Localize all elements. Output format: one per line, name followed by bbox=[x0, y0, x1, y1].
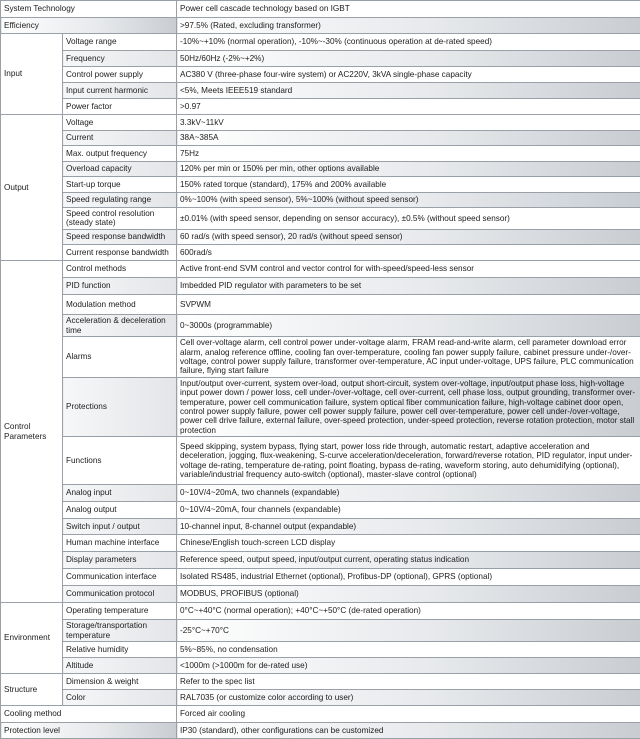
control-row bbox=[1, 535, 640, 552]
input-param-label: Input current harmonic bbox=[63, 83, 177, 99]
control-param-label: Analog input bbox=[63, 485, 177, 502]
output-param-label: Start-up torque bbox=[63, 177, 177, 193]
control-param-value: Active front-end SVM control and vector control for with-speed/speed-less sensor bbox=[177, 260, 640, 277]
control-row bbox=[1, 315, 640, 337]
control-row bbox=[1, 337, 640, 378]
protection-level-row bbox=[1, 722, 640, 739]
control-param-value: 10-channel input, 8-channel output (expandable) bbox=[177, 519, 640, 535]
control-param-value: Reference speed, output speed, input/output current, operating status indication bbox=[177, 552, 640, 569]
environment-row bbox=[1, 620, 640, 642]
control-param-value: Speed skipping, system bypass, flying start, power loss ride through, automatic restart, adaptive acceleration and deceleration, jogging, flux-weakening, S-curve acceleration/deceleration, forward/reverse rotation, PID regulator, input under-voltage de-rating, temperature de-rating, point floating, bypass de-rating, waveform storing, auto dehumidifying (optional), variable/industrial frequency auto-switch (optional), master-slave control (optional) bbox=[177, 437, 640, 485]
control-param-label: Display parameters bbox=[63, 552, 177, 569]
environment-param-value: 5%~85%, no condensation bbox=[177, 642, 640, 658]
control-param-value: Isolated RS485, industrial Ethernet (optional), Profibus-DP (optional), GPRS (optional) bbox=[177, 569, 640, 586]
control-param-label: Communication interface bbox=[63, 569, 177, 586]
control-param-value: SVPWM bbox=[177, 294, 640, 315]
control-param-value: Input/output over-current, system over-load, output short-circuit, system over-voltage, input/output phase loss, high-voltage input power down / power loss, cell under-/over-voltage, cell over-current, cell phase loss, output grounding, transformer over-temperature, power cell communication failure, system optical fiber communication failure, high-voltage cabinet door open, control power supply failure, power cell power supply failure, power cell over-temperature, power cell under-/over-voltage, power cell drive failure, external failure, over-speed protection, under-speed protection, reverse rotation protection, motor stall protection bbox=[177, 377, 640, 436]
control-row bbox=[1, 569, 640, 586]
environment-param-value: <1000m (>1000m for de-rated use) bbox=[177, 658, 640, 674]
output-param-value: 3.3kV~11kV bbox=[177, 115, 640, 131]
output-param-value: ±0.01% (with speed sensor, depending on sensor accuracy), ±0.5% (without speed sensor) bbox=[177, 208, 640, 230]
input-row bbox=[1, 67, 640, 83]
output-row bbox=[1, 115, 640, 131]
control-param-value: 0~3000s (programmable) bbox=[177, 315, 640, 337]
control-row bbox=[1, 377, 640, 436]
system-technology-label: System Technology bbox=[1, 1, 177, 18]
environment-param-label: Storage/transportation temperature bbox=[63, 620, 177, 642]
efficiency-row bbox=[1, 17, 640, 34]
output-row bbox=[1, 192, 640, 208]
output-param-label: Current response bandwidth bbox=[63, 245, 177, 261]
input-param-label: Frequency bbox=[63, 51, 177, 67]
cooling-label: Cooling method bbox=[1, 706, 177, 723]
control-param-label: Analog output bbox=[63, 502, 177, 519]
cooling-row bbox=[1, 706, 640, 723]
output-row bbox=[1, 161, 640, 177]
output-param-label: Overload capacity bbox=[63, 161, 177, 177]
control-param-value: MODBUS, PROFIBUS (optional) bbox=[177, 586, 640, 603]
structure-category-label: Structure bbox=[1, 674, 63, 706]
control-param-label: Protections bbox=[63, 377, 177, 436]
control-row bbox=[1, 485, 640, 502]
output-param-value: 120% per min or 150% per min, other options available bbox=[177, 161, 640, 177]
control-param-label: PID function bbox=[63, 277, 177, 294]
protection-level-value: IP30 (standard), other configurations can be customized bbox=[177, 722, 640, 739]
input-row bbox=[1, 99, 640, 115]
input-param-label: Voltage range bbox=[63, 34, 177, 51]
control-category-label: Control Parameters bbox=[1, 260, 63, 602]
input-param-label: Control power supply bbox=[63, 67, 177, 83]
control-param-label: Functions bbox=[63, 437, 177, 485]
input-param-value: >0.97 bbox=[177, 99, 640, 115]
efficiency-value: >97.5% (Rated, excluding transformer) bbox=[177, 17, 640, 34]
control-param-value: Imbedded PID regulator with parameters to be set bbox=[177, 277, 640, 294]
control-row bbox=[1, 552, 640, 569]
control-row bbox=[1, 437, 640, 485]
control-param-label: Switch input / output bbox=[63, 519, 177, 535]
output-param-value: 38A~385A bbox=[177, 130, 640, 146]
control-param-value: Chinese/English touch-screen LCD display bbox=[177, 535, 640, 552]
control-row bbox=[1, 586, 640, 603]
input-param-value: 50Hz/60Hz (-2%~+2%) bbox=[177, 51, 640, 67]
input-param-value: <5%, Meets IEEE519 standard bbox=[177, 83, 640, 99]
control-param-value: Cell over-voltage alarm, cell control power under-voltage alarm, FRAM read-and-write alarm, cell parameter download error alarm, analog reference offline, cooling fan over-temperature, cooling fan power supply failure, cabinet pressure under-/over-voltage, control power supply failure, transformer over-temperature, AC input under-voltage, UPS failure, PLC communication failure, flying start failure bbox=[177, 337, 640, 378]
control-param-label: Alarms bbox=[63, 337, 177, 378]
environment-param-label: Relative humidity bbox=[63, 642, 177, 658]
environment-param-label: Operating temperature bbox=[63, 603, 177, 620]
output-param-value: 60 rad/s (with speed sensor), 20 rad/s (without speed sensor) bbox=[177, 229, 640, 245]
control-param-value: 0~10V/4~20mA, two channels (expandable) bbox=[177, 485, 640, 502]
control-row bbox=[1, 502, 640, 519]
system-technology-value: Power cell cascade technology based on IGBT bbox=[177, 1, 640, 18]
control-param-label: Control methods bbox=[63, 260, 177, 277]
output-category-label: Output bbox=[1, 115, 63, 261]
control-param-value: 0~10V/4~20mA, four channels (expandable) bbox=[177, 502, 640, 519]
environment-param-value: -25°C~+70°C bbox=[177, 620, 640, 642]
control-row bbox=[1, 277, 640, 294]
structure-param-value: RAL7035 (or customize color according to user) bbox=[177, 690, 640, 706]
structure-param-label: Color bbox=[63, 690, 177, 706]
input-row bbox=[1, 34, 640, 51]
output-row bbox=[1, 177, 640, 193]
output-param-label: Max. output frequency bbox=[63, 146, 177, 162]
output-param-value: 600rad/s bbox=[177, 245, 640, 261]
output-param-label: Voltage bbox=[63, 115, 177, 131]
control-row bbox=[1, 519, 640, 535]
output-param-value: 150% rated torque (standard), 175% and 200% available bbox=[177, 177, 640, 193]
input-param-label: Power factor bbox=[63, 99, 177, 115]
control-row bbox=[1, 294, 640, 315]
protection-level-label: Protection level bbox=[1, 722, 177, 739]
structure-row bbox=[1, 690, 640, 706]
input-category-label: Input bbox=[1, 34, 63, 115]
output-param-label: Speed control resolution (steady state) bbox=[63, 208, 177, 230]
structure-param-label: Dimension & weight bbox=[63, 674, 177, 690]
output-row bbox=[1, 146, 640, 162]
structure-row bbox=[1, 674, 640, 690]
control-row bbox=[1, 260, 640, 277]
input-row bbox=[1, 51, 640, 67]
output-param-value: 75Hz bbox=[177, 146, 640, 162]
output-row bbox=[1, 208, 640, 230]
output-row bbox=[1, 130, 640, 146]
output-param-label: Speed response bandwidth bbox=[63, 229, 177, 245]
system-technology-row bbox=[1, 1, 640, 18]
input-param-value: AC380 V (three-phase four-wire system) or AC220V, 3kVA single-phase capacity bbox=[177, 67, 640, 83]
environment-param-label: Altitude bbox=[63, 658, 177, 674]
output-row bbox=[1, 229, 640, 245]
cooling-value: Forced air cooling bbox=[177, 706, 640, 723]
structure-param-value: Refer to the spec list bbox=[177, 674, 640, 690]
environment-row bbox=[1, 658, 640, 674]
environment-row bbox=[1, 642, 640, 658]
environment-row bbox=[1, 603, 640, 620]
control-param-label: Human machine interface bbox=[63, 535, 177, 552]
input-param-value: -10%~+10% (normal operation), -10%~-30% (continuous operation at de-rated speed) bbox=[177, 34, 640, 51]
control-param-label: Acceleration & deceleration time bbox=[63, 315, 177, 337]
output-param-value: 0%~100% (with speed sensor), 5%~100% (without speed sensor) bbox=[177, 192, 640, 208]
environment-param-value: 0°C~+40°C (normal operation); +40°C~+50°C (de-rated operation) bbox=[177, 603, 640, 620]
control-param-label: Modulation method bbox=[63, 294, 177, 315]
output-param-label: Speed regulating range bbox=[63, 192, 177, 208]
output-param-label: Current bbox=[63, 130, 177, 146]
efficiency-label: Efficiency bbox=[1, 17, 177, 34]
output-row bbox=[1, 245, 640, 261]
control-param-label: Communication protocol bbox=[63, 586, 177, 603]
environment-category-label: Environment bbox=[1, 603, 63, 674]
input-row bbox=[1, 83, 640, 99]
